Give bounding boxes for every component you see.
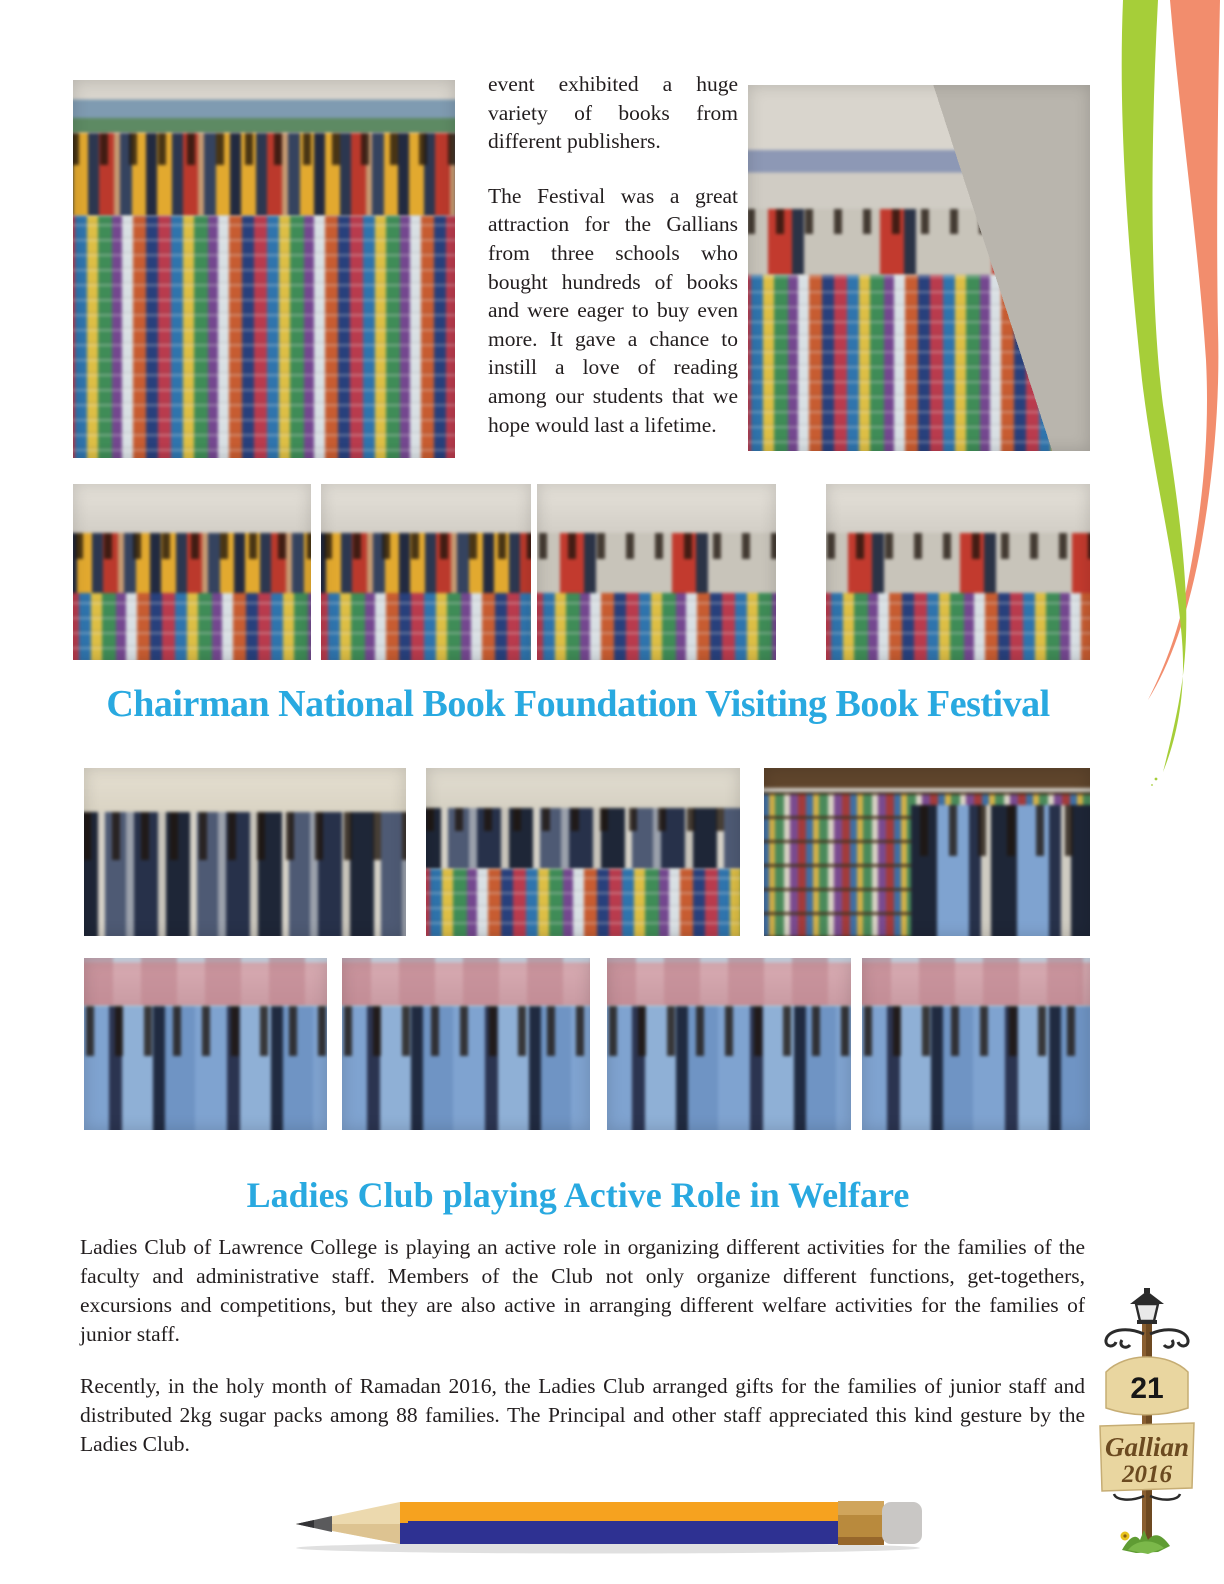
photo-backdrop bbox=[826, 484, 1090, 540]
photo-people bbox=[748, 209, 1090, 275]
photo-people bbox=[84, 812, 406, 936]
page-number-signpost bbox=[1092, 1288, 1202, 1568]
photo-banner bbox=[862, 958, 1090, 1006]
photo-books-table bbox=[748, 275, 1090, 451]
photo-books-table bbox=[73, 593, 311, 660]
photo-people bbox=[862, 1006, 1090, 1130]
green-ribbon bbox=[1122, 0, 1187, 772]
intro-text-column bbox=[488, 70, 738, 439]
photo-gift-presentation-3 bbox=[607, 958, 851, 1130]
photo-backdrop bbox=[73, 80, 455, 133]
grass-base bbox=[1121, 1530, 1171, 1554]
photo-backdrop bbox=[321, 484, 531, 540]
photo-chairman-library-visit bbox=[764, 768, 1090, 936]
photo-people bbox=[911, 805, 1090, 936]
photo-people bbox=[84, 1006, 327, 1130]
photo-backdrop bbox=[73, 484, 311, 540]
photo-books-table bbox=[321, 593, 531, 660]
ribbon-swoosh-decoration bbox=[1090, 0, 1224, 790]
photo-backdrop bbox=[426, 768, 740, 815]
photo-books-table bbox=[426, 869, 740, 936]
photo-gift-presentation-2 bbox=[342, 958, 590, 1130]
intro-paragraph-2: The Festival was a great attraction for the Gallians from three schools who bought hundreds of books and were eager to buy even more. It gave a chance to instill a love of reading among our students that we hope would last a lifetime. bbox=[488, 183, 738, 437]
pencil-eraser bbox=[882, 1502, 922, 1544]
photo-people bbox=[826, 533, 1090, 600]
photo-students-browsing-1 bbox=[73, 484, 311, 660]
section-heading-ladies: Ladies Club playing Active Role in Welfare bbox=[246, 1175, 910, 1215]
photo-students-browsing-2 bbox=[321, 484, 531, 660]
pencil-illustration bbox=[278, 1492, 938, 1556]
photo-students-browsing-3 bbox=[537, 484, 776, 660]
photo-backdrop bbox=[748, 85, 1090, 209]
gallian-title: Gallian bbox=[1104, 1432, 1190, 1462]
gallian-year: 2016 bbox=[1122, 1461, 1172, 1488]
pencil-shadow bbox=[296, 1543, 920, 1554]
photo-chairman-group bbox=[84, 768, 406, 936]
ladies-paragraph-2: Recently, in the holy month of Ramadan 2016, the Ladies Club arranged gifts for the families of junior staff and distributed 2kg sugar packs among 88 families. The Principal and other staff appreciated this kind gesture by the Ladies Club. bbox=[80, 1374, 1085, 1456]
photo-people bbox=[607, 1006, 851, 1130]
photo-gift-presentation-1 bbox=[84, 958, 327, 1130]
photo-banner bbox=[607, 958, 851, 1006]
photo-people bbox=[342, 1006, 590, 1130]
photo-floor bbox=[748, 85, 1090, 451]
section-heading-chairman: Chairman National Book Foundation Visiting Book Festival bbox=[106, 683, 1050, 725]
photo-people bbox=[537, 533, 776, 600]
photo-books-table bbox=[73, 216, 455, 458]
photo-book-fair-long-table bbox=[73, 80, 455, 458]
photo-bookshelves bbox=[764, 792, 1090, 936]
photo-books-table bbox=[826, 593, 1090, 660]
pencil-body-navy bbox=[408, 1521, 838, 1544]
photo-people bbox=[73, 133, 455, 216]
photo-students-browsing-4 bbox=[826, 484, 1090, 660]
pencil-body-orange bbox=[400, 1502, 838, 1523]
ladies-paragraph-1: Ladies Club of Lawrence College is playing an active role in organizing different activities for the families of the faculty and administrative staff. Members of the Club not only organize different functions, get-togethers, excursions and competitions, but they are also active in arranging different welfare activities for the families of junior staff. bbox=[80, 1235, 1085, 1346]
photo-backdrop bbox=[84, 768, 406, 818]
photo-people bbox=[73, 533, 311, 600]
photo-book-fair-hall bbox=[748, 85, 1090, 451]
page-number: 21 bbox=[1130, 1372, 1164, 1405]
intro-paragraph-1: event exhibited a huge variety of books from different publishers. bbox=[488, 72, 738, 154]
photo-books-table bbox=[537, 593, 776, 660]
photo-banner bbox=[84, 958, 327, 1006]
lantern-icon bbox=[1130, 1288, 1164, 1324]
photo-gift-presentation-4 bbox=[862, 958, 1090, 1130]
photo-backdrop bbox=[537, 484, 776, 540]
photo-backdrop bbox=[764, 768, 1090, 788]
photo-people bbox=[321, 533, 531, 600]
photo-people bbox=[426, 808, 740, 868]
photo-banner bbox=[342, 958, 590, 1006]
photo-chairman-viewing-books bbox=[426, 768, 740, 936]
